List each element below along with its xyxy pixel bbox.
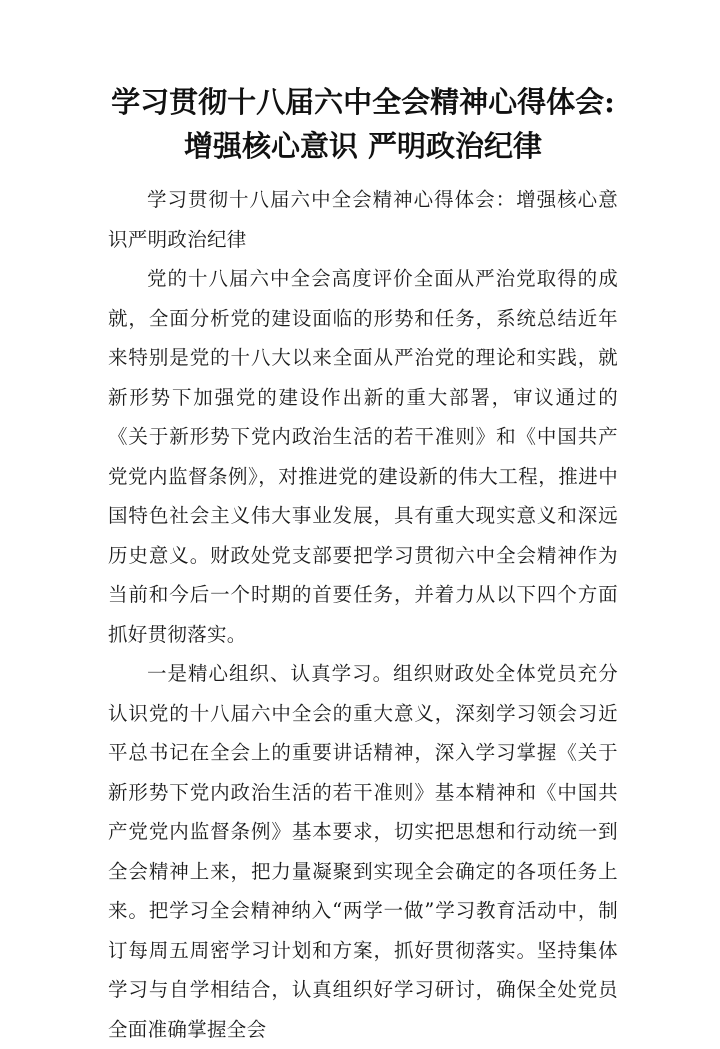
paragraph-intro: 党的十八届六中全会高度评价全面从严治党取得的成就，全面分析党的建设面临的形势和任务，系统总结近年来特别是党的十八大以来全面从严治党的理论和实践，就新形势下加强党的建设作出新的重大部署，审议通过的《关于新形势下党内政治生活的若干准则》和《中国共产党党内监督条例》，对推进党的建设新的伟大工程，推进中国特色社会主义伟大事业发展，具有重大现实意义和深远历史意义。财政处党支部要把学习贯彻六中全会精神作为当前和今后一个时期的首要任务，并着力从以下四个方面抓好贯彻落实。 <box>108 267 618 646</box>
title-line-1: 学习贯彻十八届六中全会精神心得体会: <box>111 85 615 119</box>
paragraph-subtitle: 学习贯彻十八届六中全会精神心得体会：增强核心意识严明政治纪律 <box>108 188 618 251</box>
paragraph-first-point: 一是精心组织、认真学习。组织财政处全体党员充分认识党的十八届六中全会的重大意义，深刻学习领会习近平总书记在全会上的重要讲话精神，深入学习掌握《关于新形势下党内政治生活的若干准则》基本精神和《中国共产党党内监督条例》基本要求，切实把思想和行动统一到全会精神上来，把力量凝聚到实现全会确定的各项任务上来。把学习全会精神纳入“两学一做”学习教育活动中，制订每周五周密学习计划和方案，抓好贯彻落实。坚持集体学习与自学相结合，认真组织好学习研讨，确保全处党员全面准确掌握全会 <box>108 662 618 1041</box>
document-page <box>108 80 618 1049</box>
document-title <box>108 80 618 168</box>
title-line-2: 增强核心意识 严明政治纪律 <box>183 129 543 163</box>
document-body <box>108 180 618 1049</box>
